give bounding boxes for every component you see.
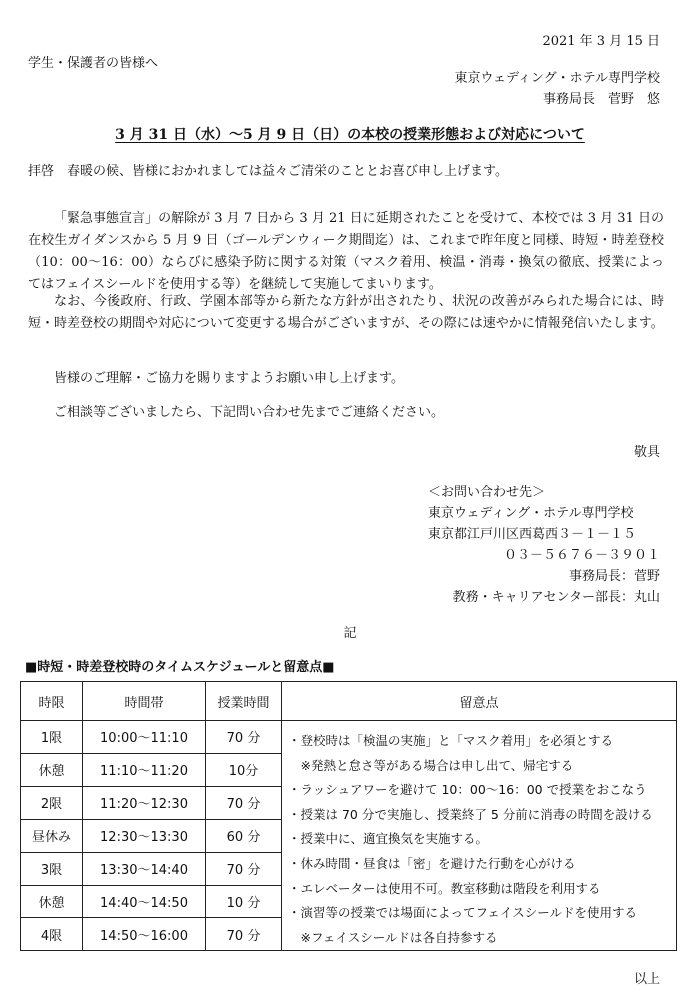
time-cell: 14:50〜16:00 bbox=[83, 918, 206, 951]
note-item: ・エレベーターは使用不可。教室移動は階段を利用する bbox=[288, 880, 601, 896]
notes-cell bbox=[282, 721, 677, 951]
column-header-period: 時限 bbox=[21, 682, 83, 721]
time-cell: 10:00〜11:10 bbox=[83, 721, 206, 754]
duration-cell: 70 分 bbox=[206, 786, 282, 819]
note-item: ・授業は 70 分で実施し、授業終了 5 分前に消毒の時間を設ける bbox=[288, 806, 653, 822]
sender-person: 事務局長 菅野 悠 bbox=[542, 92, 660, 107]
period-cell: 休憩 bbox=[21, 885, 83, 918]
period-cell: 3限 bbox=[21, 852, 83, 885]
document-date: 2021 年 3 月 15 日 bbox=[542, 34, 660, 49]
time-cell: 12:30〜13:30 bbox=[83, 819, 206, 852]
contact-person-1: 事務局長：菅野 bbox=[568, 569, 660, 584]
addressee: 学生・保護者の皆様へ bbox=[28, 56, 159, 71]
note-item: ・休み時間・昼食は「密」を避けた行動を心がける bbox=[288, 855, 576, 871]
closing-keigu: 敬具 bbox=[633, 445, 660, 460]
body-paragraph-4: ご相談等ございましたら、下記問い合わせ先までご連絡ください。 bbox=[54, 405, 445, 420]
body-paragraph-2: なお、今後政府、行政、学園本部等から新たな方針が出されたり、状況の改善がみられた場合には、時短・時差登校の期間や対応について変更する場合がございますが、その際には速やかに情報発信いたします。 bbox=[28, 294, 664, 331]
body-paragraph-3: 皆様のご理解・ご協力を賜りますようお願い申し上げます。 bbox=[54, 371, 404, 386]
document-title-text: 3 月 31 日（水）〜5 月 9 日（日）の本校の授業形態および対応について bbox=[115, 127, 585, 143]
contact-block bbox=[428, 482, 660, 608]
note-item: ・登校時は「検温の実施」と「マスク着用」を必須とする bbox=[288, 733, 614, 748]
period-cell: 昼休み bbox=[21, 819, 83, 852]
note-item: ※フェイスシールドは各自持参する bbox=[288, 929, 498, 945]
note-item: ・ラッシュアワーを避けて 10：00〜16：00 で授業をおこなう bbox=[288, 782, 647, 798]
time-cell: 13:30〜14:40 bbox=[83, 852, 206, 885]
note-item: ・演習等の授業では場面によってフェイスシールドを使用する bbox=[288, 905, 638, 921]
contact-school: 東京ウェディング・ホテル専門学校 bbox=[428, 506, 634, 521]
body-paragraph-1: 「緊急事態宣言」の解除が 3 月 7 日から 3 月 21 日に延期されたことを受けて、本校では 3 月 31 日の在校生ガイダンスから 5 月 9 日（ゴールデンウィーク期間迄）は、これまで昨年度と同様、時短・時差登校（10：00〜16：00）ならびに感染予防に関する対策（マスク着用、検温・消毒・換気の徹底、授業によってはフェイスシールドを使用する等）を継続して実施してまいります。 bbox=[28, 211, 664, 292]
time-cell: 11:10〜11:20 bbox=[83, 753, 206, 786]
closing-ijo: 以上 bbox=[633, 972, 660, 987]
column-header-duration: 授業時間 bbox=[206, 682, 282, 721]
period-cell: 休憩 bbox=[21, 753, 83, 786]
table-header-row bbox=[21, 682, 677, 721]
schedule-table bbox=[20, 681, 677, 951]
table-row bbox=[21, 721, 677, 754]
period-cell: 4限 bbox=[21, 918, 83, 951]
duration-cell: 70 分 bbox=[206, 918, 282, 951]
greeting-paragraph: 拝啓 春暖の候、皆様におかれましては益々ご清栄のこととお喜び申し上げます。 bbox=[28, 164, 508, 179]
duration-cell: 10 分 bbox=[206, 885, 282, 918]
contact-heading: ＜お問い合わせ先＞ bbox=[428, 485, 546, 500]
contact-person-2: 教務・キャリアセンター部長：丸山 bbox=[452, 590, 660, 605]
period-cell: 2限 bbox=[21, 786, 83, 819]
duration-cell: 70 分 bbox=[206, 721, 282, 754]
duration-cell: 10分 bbox=[206, 753, 282, 786]
note-item: ※発熱と怠さ等がある場合は申し出て、帰宅する bbox=[288, 757, 574, 773]
sender-block bbox=[454, 68, 660, 110]
column-header-time: 時間帯 bbox=[83, 682, 206, 721]
duration-cell: 70 分 bbox=[206, 852, 282, 885]
duration-cell: 60 分 bbox=[206, 819, 282, 852]
time-cell: 14:40〜14:50 bbox=[83, 885, 206, 918]
column-header-notes: 留意点 bbox=[282, 682, 677, 721]
schedule-heading: ■時短・時差登校時のタイムスケジュールと留意点■ bbox=[25, 660, 335, 675]
sender-school: 東京ウェディング・ホテル専門学校 bbox=[454, 71, 660, 86]
time-cell: 11:20〜12:30 bbox=[83, 786, 206, 819]
contact-phone: ０３－５６７６－３９０１ bbox=[503, 548, 660, 563]
contact-address: 東京都江戸川区西葛西３－１－１５ bbox=[428, 527, 637, 542]
period-cell: 1限 bbox=[21, 721, 83, 754]
document-title bbox=[0, 124, 700, 144]
note-item: ・授業中に、適宜換気を実施する。 bbox=[288, 831, 489, 847]
ki-marker: 記 bbox=[343, 626, 357, 641]
